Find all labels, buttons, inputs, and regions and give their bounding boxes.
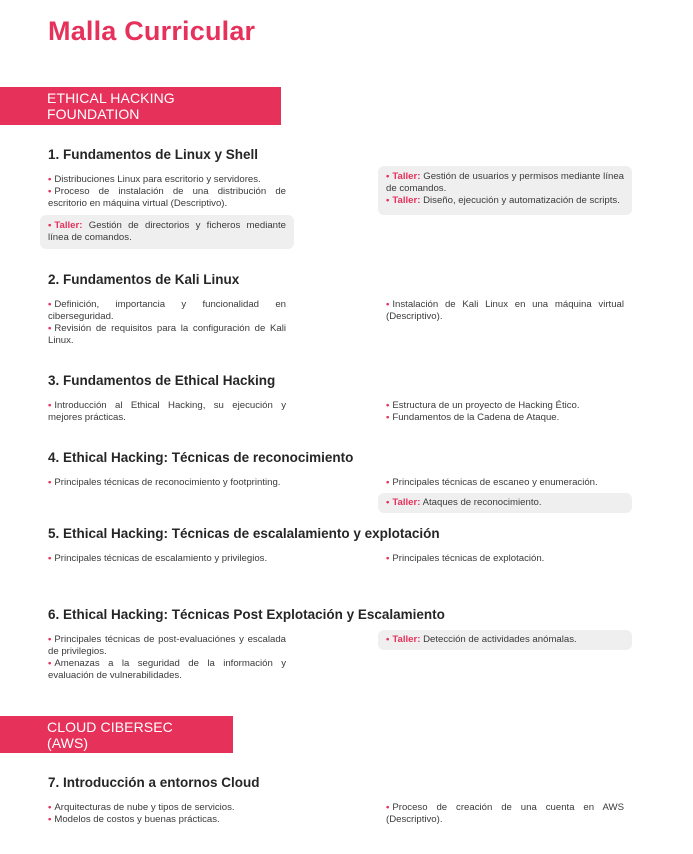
bullet-icon: • — [48, 634, 52, 645]
list-item: • Principales técnicas de escaneo y enumeración. — [386, 477, 598, 488]
bullet-icon: • — [48, 174, 52, 185]
list-item: • Principales técnicas de escalamiento y privilegios. — [48, 553, 268, 564]
section-title: 6. Ethical Hacking: Técnicas Post Explotación y Escalamiento — [48, 607, 445, 622]
bullet-icon: • — [48, 802, 52, 813]
left-column — [48, 174, 286, 249]
list-item: • Instalación de Kali Linux en una máquina virtual (Descriptivo). — [386, 299, 624, 322]
workshop-item: • Taller: Detección de actividades anómalas. — [378, 630, 632, 650]
left-column — [48, 802, 286, 826]
list-item: • Principales técnicas de reconocimiento y footprinting. — [48, 477, 281, 488]
list-item: • Distribuciones Linux para escritorio y servidores. — [48, 174, 261, 185]
list-item: • Fundamentos de la Cadena de Ataque. — [386, 412, 560, 423]
bullet-icon: • — [386, 400, 390, 411]
list-item: • Principales técnicas de post-evaluaciónes y escalada de privilegios. — [48, 634, 286, 657]
list-item: • Principales técnicas de explotación. — [386, 553, 545, 564]
right-column — [386, 553, 624, 565]
bullet-icon: • — [48, 553, 52, 564]
section-title: 4. Ethical Hacking: Técnicas de reconocimiento — [48, 450, 354, 465]
list-item: • Amenazas a la seguridad de la información y evaluación de vulnerabilidades. — [48, 658, 286, 681]
left-column — [48, 299, 286, 347]
bullet-icon: • — [48, 658, 52, 669]
section-title: 3. Fundamentos de Ethical Hacking — [48, 373, 276, 388]
list-item: • Proceso de instalación de una distribución de escritorio en máquina virtual (Descriptivo). — [48, 186, 286, 209]
bullet-icon: • — [48, 186, 52, 197]
section-4 — [48, 450, 624, 513]
section-7 — [48, 775, 624, 826]
section-title: 2. Fundamentos de Kali Linux — [48, 272, 240, 287]
bullet-icon: • — [386, 553, 390, 564]
page-title: Malla Curricular — [48, 16, 256, 46]
taller-label: Taller: — [392, 497, 421, 508]
section-title: 7. Introducción a entornos Cloud — [48, 775, 260, 790]
bullet-icon: • — [48, 299, 52, 310]
list-item: • Modelos de costos y buenas prácticas. — [48, 814, 220, 825]
right-column — [386, 802, 624, 826]
list-item: • Estructura de un proyecto de Hacking Ético. — [386, 400, 580, 411]
section-6 — [48, 607, 624, 682]
taller-label: Taller: — [392, 195, 421, 206]
bullet-icon: • — [48, 814, 52, 825]
workshop-box — [378, 166, 632, 215]
section-3 — [48, 373, 624, 424]
list-item: • Revisión de requisitos para la configuración de Kali Linux. — [48, 323, 286, 346]
bullet-icon: • — [386, 634, 390, 645]
list-item: • Introducción al Ethical Hacking, su ejecución y mejores prácticas. — [48, 400, 286, 423]
list-item: • Definición, importancia y funcionalidad en ciberseguridad. — [48, 299, 286, 322]
list-item: • Proceso de creación de una cuenta en AWS (Descriptivo). — [386, 802, 624, 825]
bullet-icon: • — [48, 477, 52, 488]
taller-label: Taller: — [392, 634, 421, 645]
right-column — [386, 299, 624, 347]
workshop-item: • Taller: Gestión de directorios y ficheros mediante línea de comandos. — [40, 215, 294, 249]
taller-label: Taller: — [392, 171, 421, 182]
right-column — [386, 400, 624, 424]
workshop-item: • Taller: Ataques de reconocimiento. — [378, 493, 632, 513]
left-column — [48, 553, 286, 565]
section-2 — [48, 272, 624, 347]
bullet-icon: • — [386, 299, 390, 310]
bullet-icon: • — [386, 195, 390, 206]
right-column — [386, 634, 624, 682]
right-column — [386, 171, 624, 249]
taller-label: Taller: — [54, 220, 83, 231]
section-1 — [48, 147, 624, 249]
bullet-icon: • — [386, 477, 390, 488]
section-title: 5. Ethical Hacking: Técnicas de escalalamiento y explotación — [48, 526, 440, 541]
bullet-icon: • — [386, 412, 390, 423]
section-5 — [48, 526, 624, 565]
bullet-icon: • — [386, 802, 390, 813]
section-title: 1. Fundamentos de Linux y Shell — [48, 147, 259, 162]
bullet-icon: • — [48, 323, 52, 334]
bullet-icon: • — [48, 220, 52, 231]
workshop-item: • Taller: Diseño, ejecución y automatización de scripts. — [386, 195, 620, 206]
left-column — [48, 477, 286, 513]
left-column — [48, 400, 286, 424]
bullet-icon: • — [48, 400, 52, 411]
bullet-icon: • — [386, 497, 390, 508]
workshop-item: • Taller: Gestión de usuarios y permisos mediante línea de comandos. — [386, 171, 624, 194]
right-column — [386, 477, 624, 513]
bullet-icon: • — [386, 171, 390, 182]
left-column — [48, 634, 286, 682]
banner-cloud-cibersec-aws: CLOUD CIBERSEC (AWS) — [0, 716, 233, 753]
list-item: • Arquitecturas de nube y tipos de servicios. — [48, 802, 235, 813]
banner-ethical-hacking-foundation: ETHICAL HACKING FOUNDATION — [0, 87, 281, 125]
